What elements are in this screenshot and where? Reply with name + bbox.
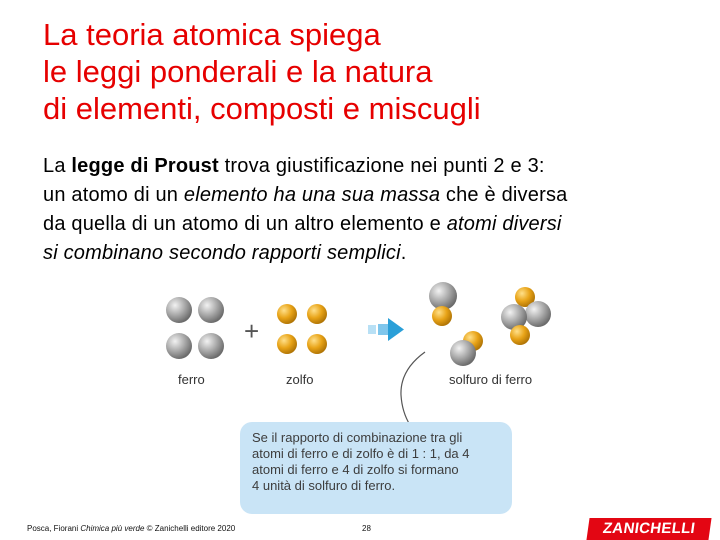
iron-atom <box>450 340 476 366</box>
iron-atom <box>525 301 551 327</box>
sulfur-atom <box>307 304 327 324</box>
body-text-span: trova giustificazione nei punti 2 e 3: <box>218 155 545 177</box>
footer-credit-authors: Posca, Fiorani <box>27 524 81 533</box>
zanichelli-logo: ZANICHELLI <box>586 518 711 540</box>
callout-line-3: atomi di ferro e 4 di zolfo si formano <box>252 462 459 477</box>
callout-line-2: atomi di ferro e di zolfo è di 1 : 1, da 4 <box>252 446 470 461</box>
iron-label: ferro <box>178 372 205 387</box>
page-number: 28 <box>362 524 371 533</box>
title-line-3: di elementi, composti e miscugli <box>43 91 481 126</box>
body-text-span: da quella di un atomo di un altro elemento e <box>43 213 447 235</box>
sulfur-atom <box>510 325 530 345</box>
footer-credit-book: Chimica più verde <box>80 524 145 533</box>
sulfur-label: zolfo <box>286 372 314 387</box>
iron-atom <box>166 297 192 323</box>
body-text-span: un atomo di un <box>43 184 184 206</box>
footer-credit-publisher: © Zanichelli editore 2020 <box>144 524 236 533</box>
iron-sulfide-label: solfuro di ferro <box>449 372 533 387</box>
sulfur-atom <box>432 306 452 326</box>
body-italic-span: atomi diversi <box>446 213 562 235</box>
sulfur-atom <box>307 334 327 354</box>
proust-law-term: legge di Proust <box>71 155 219 177</box>
body-italic-span: elemento ha una sua massa <box>183 184 441 206</box>
sulfur-atom <box>277 304 297 324</box>
title-line-2: le leggi ponderali e la natura <box>43 54 433 89</box>
footer-credit <box>27 524 235 533</box>
body-text-span: che è diversa <box>440 184 568 206</box>
plus-sign: + <box>244 316 260 346</box>
iron-atom <box>429 282 457 310</box>
reaction-arrow-icon <box>368 318 404 341</box>
iron-atom <box>198 297 224 323</box>
body-text-span: La <box>43 155 72 177</box>
iron-atom <box>198 333 224 359</box>
callout-pointer-line <box>401 352 425 425</box>
callout-line-4: 4 unità di solfuro di ferro. <box>252 478 396 493</box>
body-text-span: . <box>400 242 407 264</box>
explanation-callout <box>240 422 512 514</box>
title-line-1: La teoria atomica spiega <box>43 17 381 52</box>
body-italic-span: si combinano secondo rapporti semplici <box>43 242 401 264</box>
callout-line-1: Se il rapporto di combinazione tra gli <box>252 430 463 445</box>
iron-atom <box>166 333 192 359</box>
sulfur-atom <box>277 334 297 354</box>
